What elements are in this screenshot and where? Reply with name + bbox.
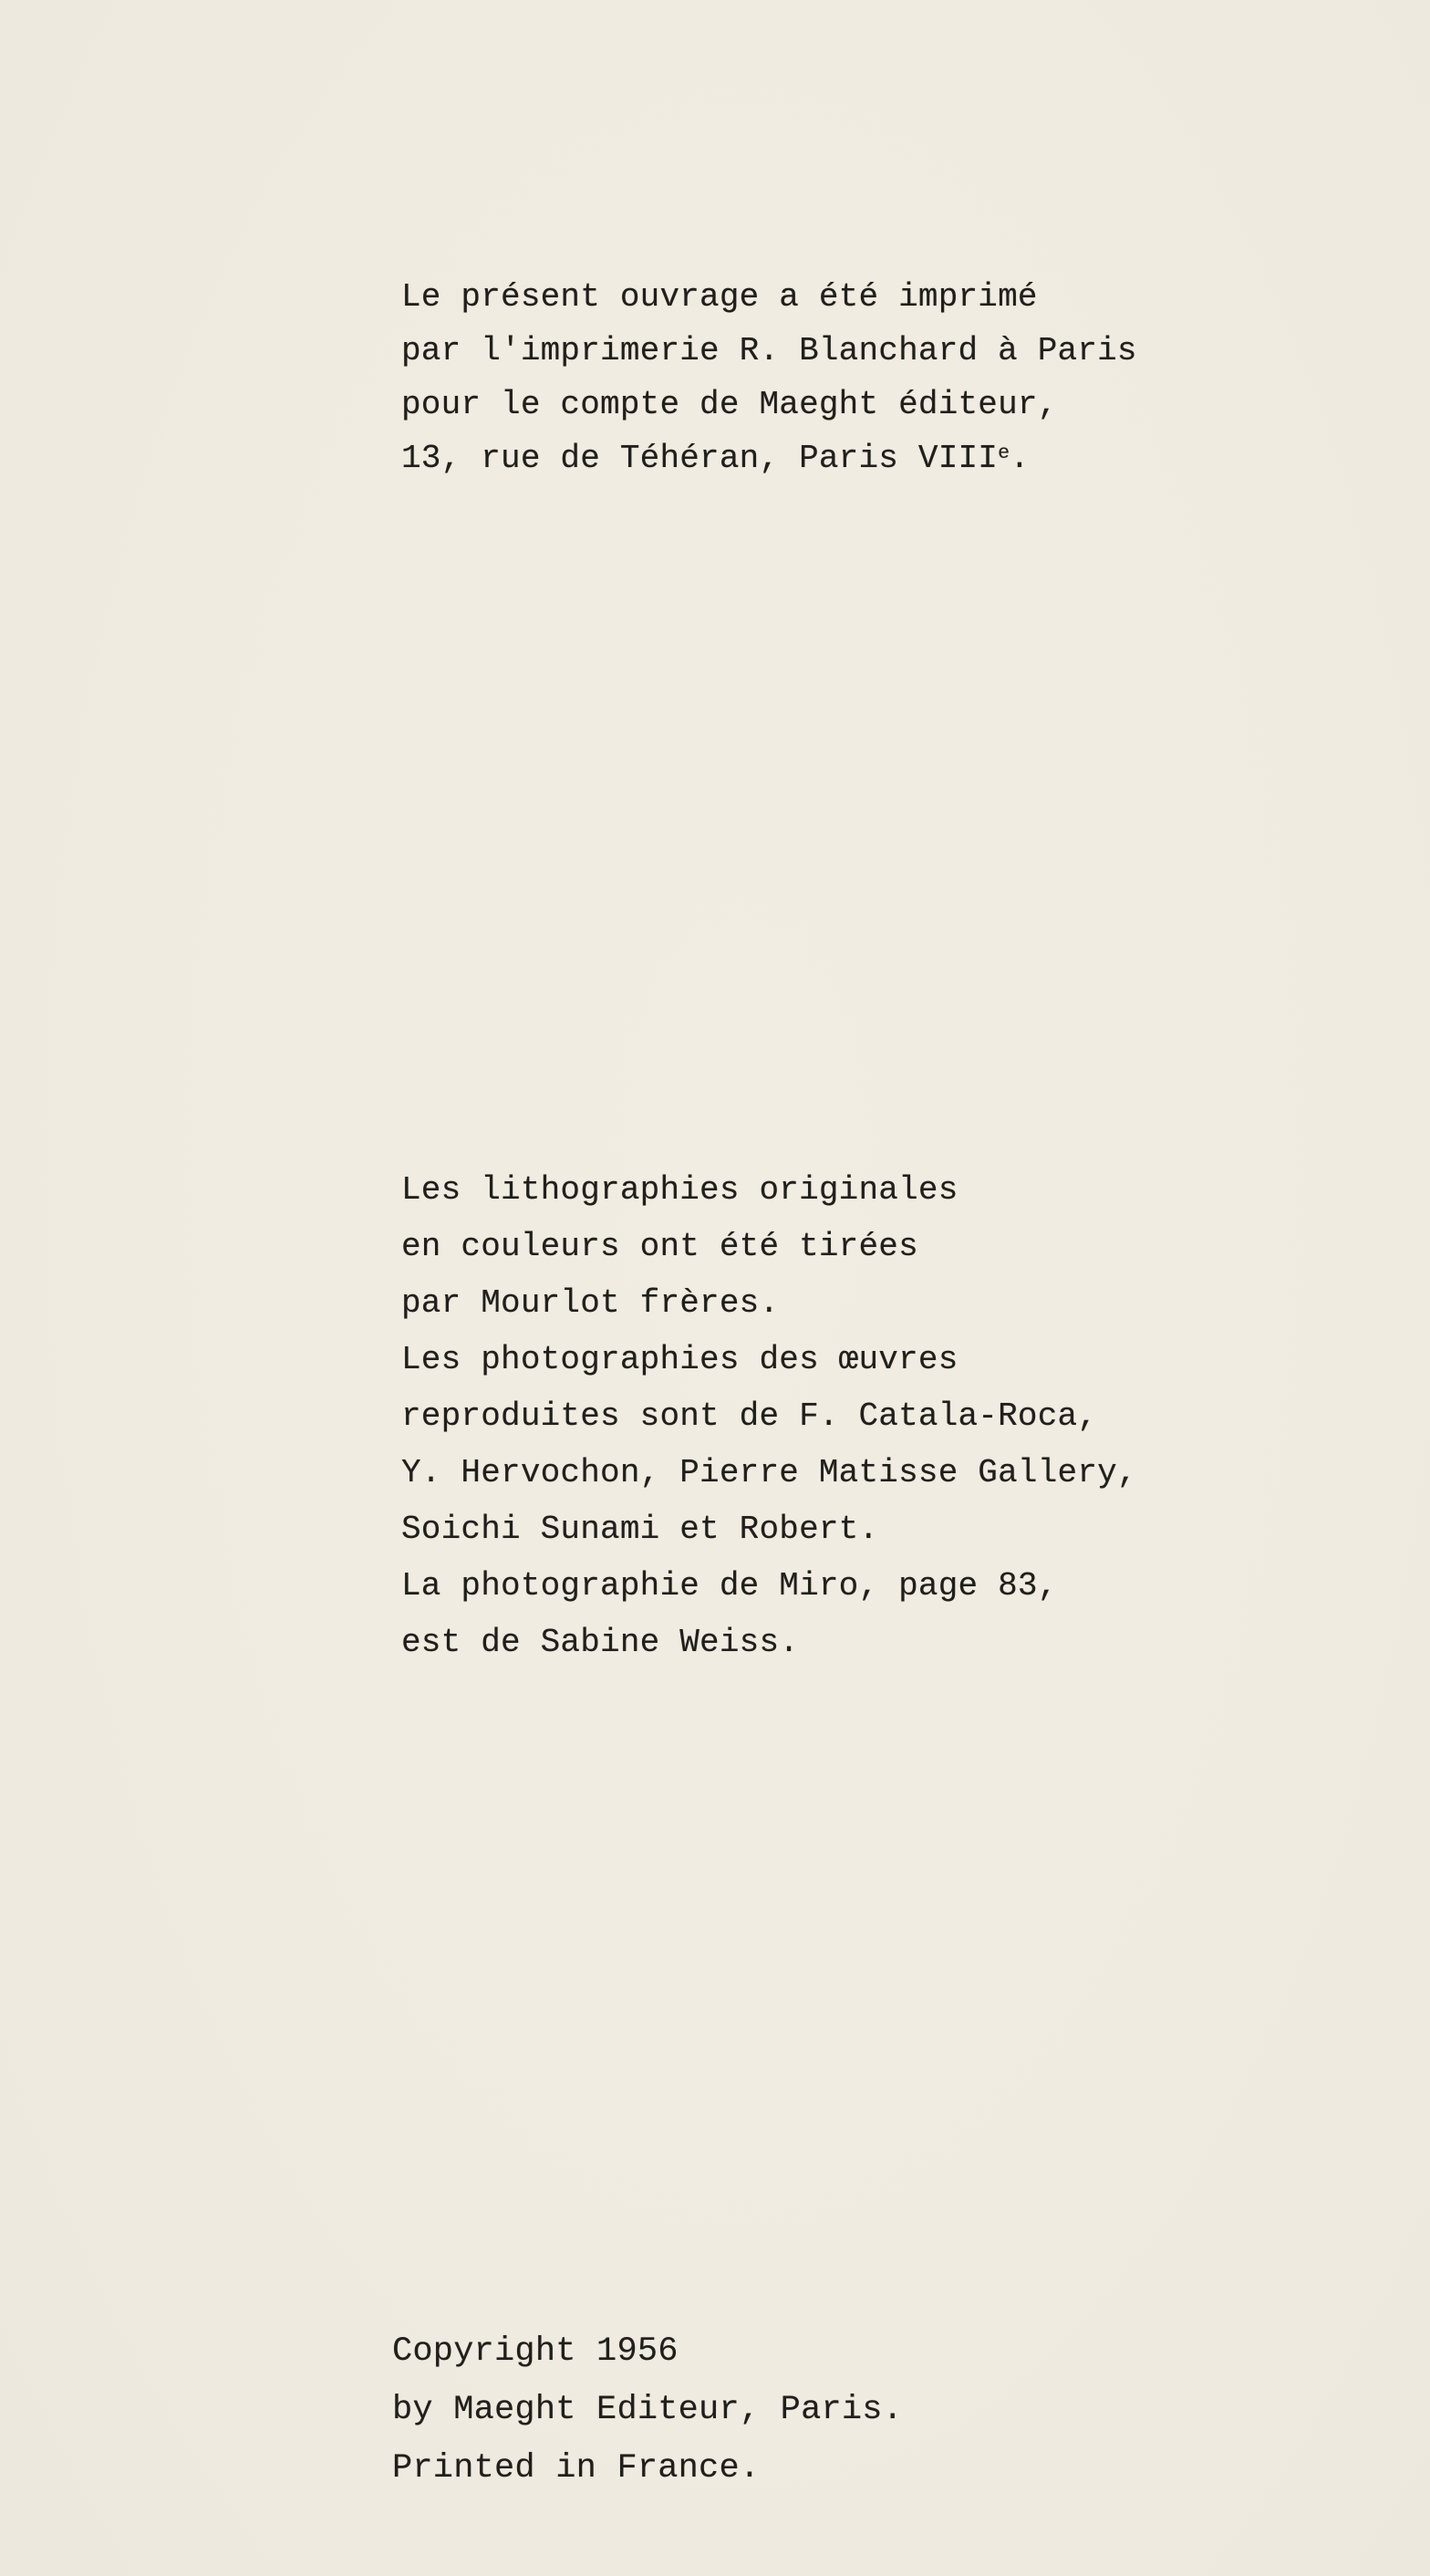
arrondissement-ordinal: e xyxy=(998,442,1010,465)
printer-line: par l'imprimerie R. Blanchard à Paris xyxy=(401,332,1137,369)
credits-line: reproduites sont de F. Catala-Roca, xyxy=(401,1397,1098,1435)
credits-line: par Mourlot frères. xyxy=(401,1284,780,1322)
printer-address-line xyxy=(401,431,1137,490)
copyright-line: by Maeght Editeur, Paris. xyxy=(392,2391,904,2429)
copyright-block xyxy=(392,2322,903,2498)
address-text: 13, rue de Téhéran, Paris VIII xyxy=(401,440,999,477)
copyright-line: Copyright 1956 xyxy=(392,2332,679,2371)
copyright-line: Printed in France. xyxy=(392,2449,761,2488)
credits-line: Soichi Sunami et Robert. xyxy=(401,1511,879,1548)
printer-line: pour le compte de Maeght éditeur, xyxy=(401,386,1058,423)
credits-line: Y. Hervochon, Pierre Matisse Gallery, xyxy=(401,1454,1137,1491)
credits-line: Les lithographies originales xyxy=(401,1171,959,1209)
address-period: . xyxy=(1010,440,1030,477)
credits-line: Les photographies des œuvres xyxy=(401,1341,959,1378)
printer-imprint-block xyxy=(401,270,1137,490)
credits-line: en couleurs ont été tirées xyxy=(401,1228,918,1265)
printer-line: Le présent ouvrage a été imprimé xyxy=(401,278,1038,316)
lithography-photo-credits-block xyxy=(401,1162,1137,1671)
credits-line: La photographie de Miro, page 83, xyxy=(401,1567,1058,1605)
credits-line: est de Sabine Weiss. xyxy=(401,1624,800,1661)
